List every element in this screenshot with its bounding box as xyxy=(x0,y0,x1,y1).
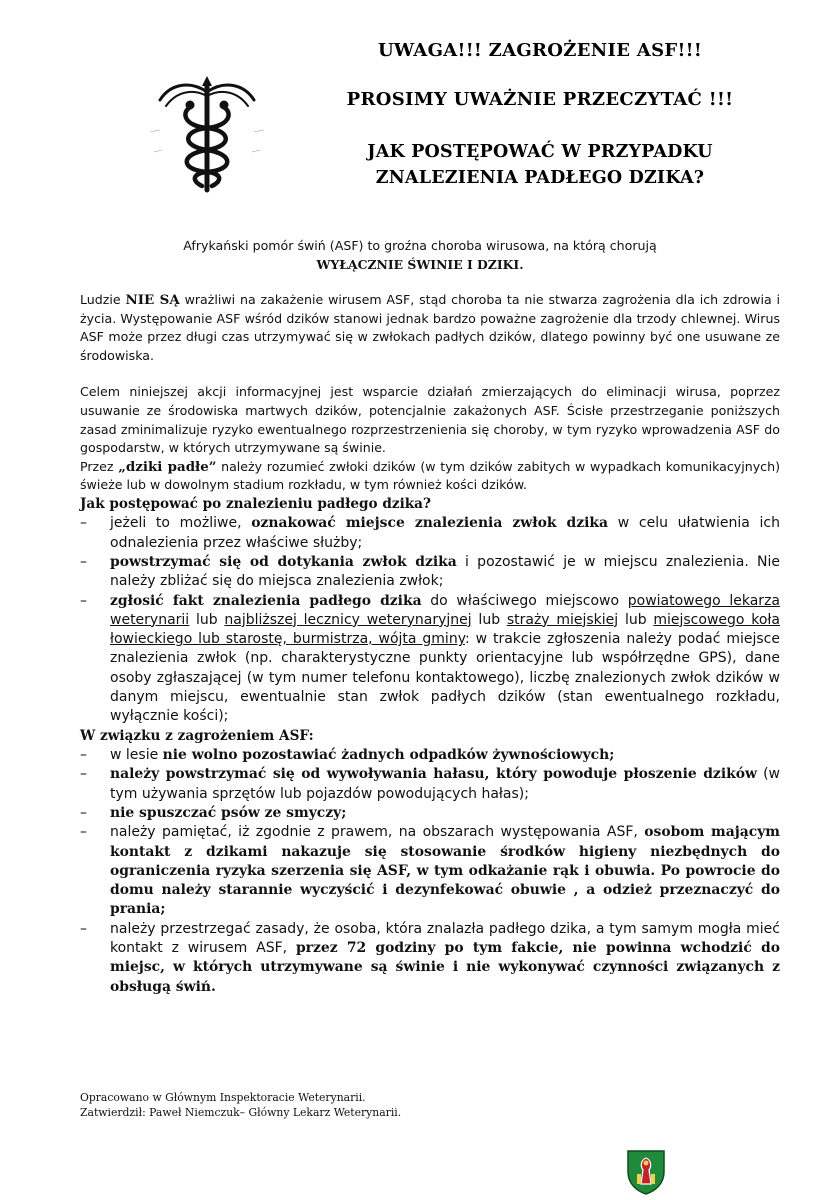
item-text: należy pamiętać, iż zgodnie z prawem, na obszarach występowania ASF, xyxy=(110,824,645,841)
underlined-vet-officer: powiatowego lekarza weterynarii xyxy=(110,592,780,628)
item-bold: zgłosić fakt znalezienia padłego dzika xyxy=(110,592,422,609)
item-bold: osobom mającym kontakt z dzikami nakazuje się stosowanie środków higieny niezbędnych do ograniczenia ryzyka szerzenia się ASF, w tym odkażanie rąk i obuwia. Po powrocie do domu należy starannie wyczyścić i dezynfekować obuwie , a odzież przeznaczyć do prania; xyxy=(110,824,780,918)
p1-text-a: Ludzie xyxy=(80,292,126,307)
item-text: lub xyxy=(618,611,654,628)
item-text: w lesie xyxy=(110,747,163,764)
p3-bold: „dziki padłe” xyxy=(118,458,217,475)
item-text: w celu ułatwienia ich odnalezienia przez właściwe służby; xyxy=(110,515,780,551)
rules-list xyxy=(80,746,780,997)
item-text: jeżeli to możliwe, xyxy=(110,515,252,532)
item-bold: powstrzymać się od dotykania zwłok dzika xyxy=(110,553,457,570)
item-text: (w tym używania sprzętów lub pojazdów powodujących hałas); xyxy=(110,766,780,802)
list-item xyxy=(80,804,780,823)
procedure-list xyxy=(80,514,780,726)
paragraph-definition xyxy=(80,458,780,495)
list-item xyxy=(80,592,780,727)
heading-question-line1: JAK POSTĘPOWAĆ W PRZYPADKU xyxy=(367,142,713,162)
item-text: lub xyxy=(471,611,507,628)
p3-text-c: należy rozumieć zwłoki dzików (w tym dzików zabitych w wypadkach komunikacyjnych) świeże lub w dowolnym stadium rozkładu, w tym również kości dzików. xyxy=(80,458,781,493)
section-heading-procedure: Jak postępować po znalezieniu padłego dzika? xyxy=(80,495,431,512)
item-bold: nie spuszczać psów ze smyczy; xyxy=(110,804,347,821)
item-bold: oznakować miejsce znalezienia zwłok dzika xyxy=(251,515,609,532)
item-bold: przez 72 godziny po tym fakcie, nie powinna wchodzić do miejsc, w których utrzymywane są świnie i nie wykonywać czynności związanych z obsługą świń. xyxy=(110,939,780,995)
item-text: i pozostawić je w miejscu znalezienia. Nie należy zbliżać się do miejsca znalezienia zwłok; xyxy=(110,553,781,590)
headings xyxy=(290,40,790,191)
item-bold: nie wolno pozostawiać żadnych odpadków żywnościowych; xyxy=(162,747,615,764)
footer xyxy=(80,1090,680,1120)
list-item xyxy=(80,514,780,553)
caduceus-logo xyxy=(150,72,265,200)
paragraph-people-safe xyxy=(80,291,780,365)
underlined-city-guard: straży miejskiej xyxy=(506,611,619,628)
heading-question xyxy=(290,139,790,191)
item-text: należy przestrzegać zasady, że osoba, która znalazła padłego dzika, a tym samym mogła mieć kontakt z wirusem ASF, xyxy=(110,920,780,956)
heading-question-line2: ZNALEZIENIA PADŁEGO DZIKA? xyxy=(375,168,705,188)
intro xyxy=(80,236,760,274)
underlined-vet-clinic: najbliższej lecznicy weterynaryjnej xyxy=(224,611,472,628)
item-text: : w trakcie zgłoszenia należy podać miejsce znalezienia zwłok (np. charakterystyczne punkty orientacyjne lub współrzędne GPS), dane osoby zgłaszającej (w tym numer telefonu kontaktowego), liczbę znalezionych zwłok dzików w danym miejscu, ewentualnie stan zwłok padłych dzików (stan ewentualnego rozkładu, wyłącznie kości); xyxy=(110,631,780,725)
underlined-hunting-club: miejscowego koła łowieckiego lub starostę, burmistrza, wójta gminy xyxy=(110,611,780,648)
intro-line2: WYŁĄCZNIE ŚWINIE I DZIKI. xyxy=(316,257,524,272)
p3-text-a: Przez xyxy=(80,458,119,474)
document-body xyxy=(80,291,780,997)
list-item xyxy=(80,920,780,997)
heading-please-read: PROSIMY UWAŻNIE PRZECZYTAĆ !!! xyxy=(346,89,734,110)
item-text: lub xyxy=(189,611,225,628)
heading-warning: UWAGA!!! ZAGROŻENIE ASF!!! xyxy=(377,40,703,61)
list-item xyxy=(80,553,780,592)
p1-text-c: wrażliwi na zakażenie wirusem ASF, stąd choroba ta nie stwarza zagrożenia dla ich zdrowia i życia. Występowanie ASF wśród dzików stanowi jednak bardzo poważne zagrożenie dla trzody chlewnej. Wirus ASF może przez długi czas utrzymywać się w zwłokach padłych dzików, dlatego powinny być one usuwane ze środowiska. xyxy=(80,292,780,363)
item-bold: należy powstrzymać się od wywoływania hałasu, który powoduje płoszenie dzików xyxy=(110,766,757,783)
footer-prepared-by: Opracowano w Głównym Inspektoracie Weterynarii. xyxy=(80,1091,366,1104)
footer-approved-by: Zatwierdził: Paweł Niemczuk– Główny Lekarz Weterynarii. xyxy=(80,1106,402,1119)
list-item xyxy=(80,823,780,919)
coat-of-arms-icon xyxy=(625,1148,667,1196)
list-item xyxy=(80,746,780,765)
section-heading-asf-threat: W związku z zagrożeniem ASF: xyxy=(80,727,314,744)
paragraph-action-goal: Celem niniejszej akcji informacyjnej jest wsparcie działań zmierzających do eliminacji wirusa, poprzez usuwanie ze środowiska martwych dzików, potencjalnie zakażonych ASF. Ścisłe przestrzeganie poniższych zasad zminimalizuje ryzyko ewentualnego rozprzestrzenienia się choroby, w tym ryzyko wprowadzenia ASF do gospodarstw, w których utrzymywane są świnie. xyxy=(80,384,780,456)
p1-bold: NIE SĄ xyxy=(125,292,180,308)
list-item xyxy=(80,765,780,804)
intro-line1: Afrykański pomór świń (ASF) to groźna choroba wirusowa, na którą chorują xyxy=(183,238,657,253)
item-text: do właściwego miejscowo xyxy=(421,592,628,609)
